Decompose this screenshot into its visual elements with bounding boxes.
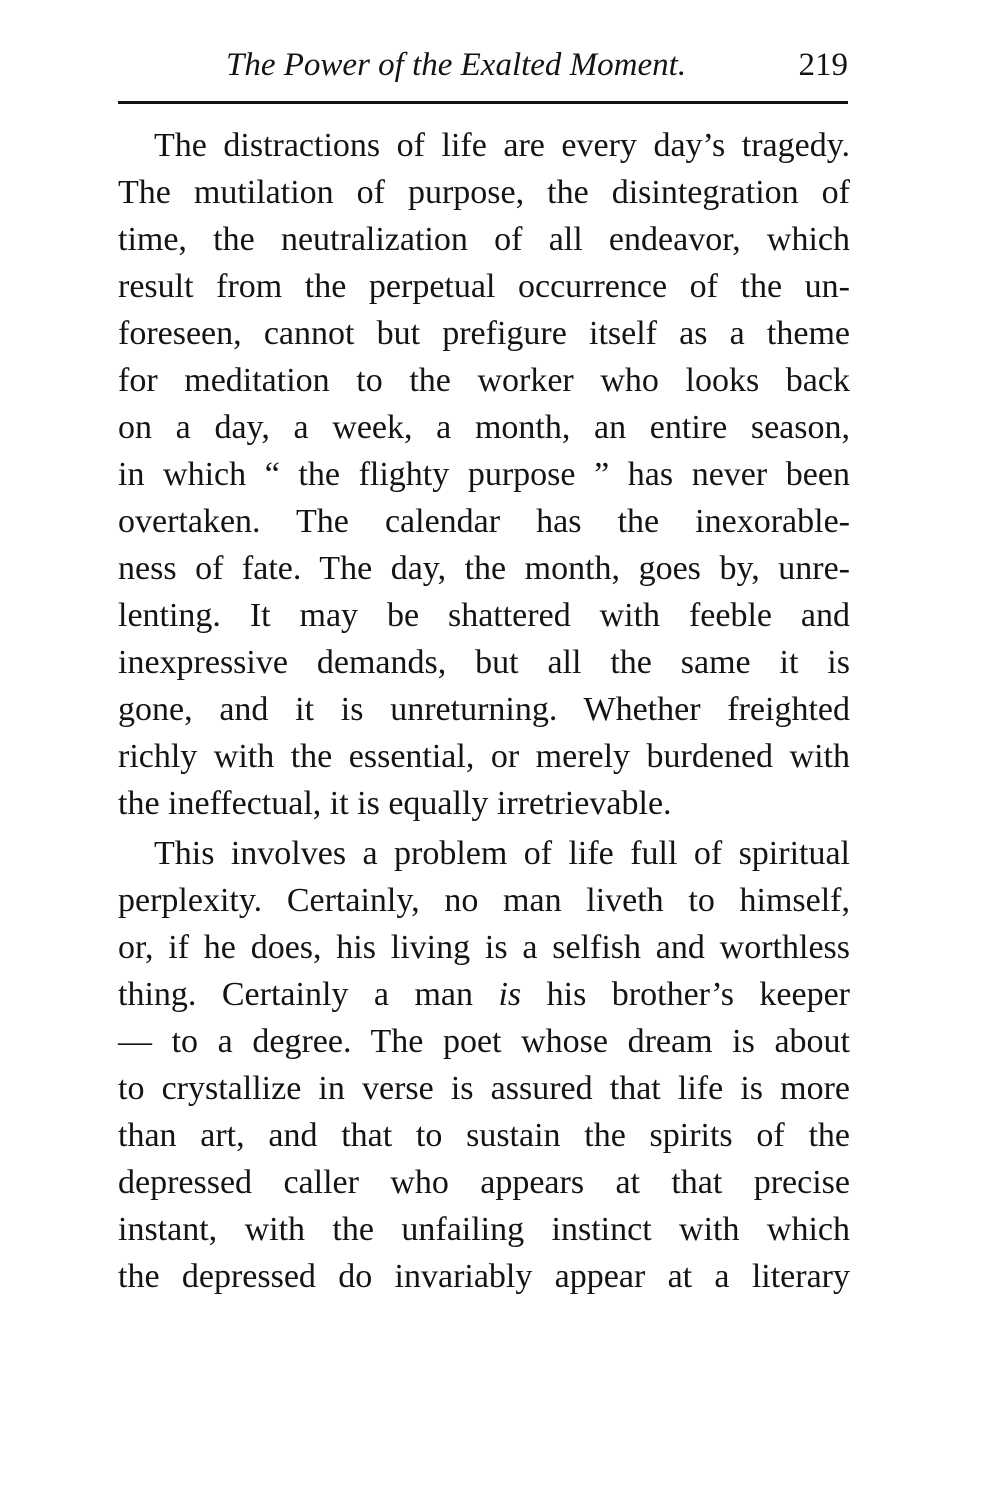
text-line: instant, with the unfailing instinct with which: [118, 1211, 850, 1248]
text-line: foreseen, cannot but prefigure itself as a theme: [118, 315, 850, 352]
text-line: or, if he does, his living is a selfish and worthless: [118, 929, 850, 966]
text-line: perplexity. Certainly, no man liveth to himself,: [118, 882, 850, 919]
text-line: to crystallize in verse is assured that life is more: [118, 1070, 850, 1107]
text-line: The mutilation of purpose, the disintegration of: [118, 174, 850, 211]
text-line: on a day, a week, a month, an entire season,: [118, 409, 850, 446]
paragraph-1: [118, 122, 850, 827]
text-line: the ineffectual, it is equally irretrievable.: [118, 785, 672, 822]
header-rule: [118, 101, 848, 104]
line-segment: his brother’s keeper: [546, 976, 850, 1013]
text-line: ness of fate. The day, the month, goes by, unre-: [118, 550, 850, 587]
text-line: inexpressive demands, but all the same it is: [118, 644, 850, 681]
text-line: depressed caller who appears at that precise: [118, 1164, 850, 1201]
text-line: lenting. It may be shattered with feeble and: [118, 597, 850, 634]
running-title: The Power of the Exalted Moment.: [226, 47, 687, 83]
line-segment: thing. Certainly a man: [118, 976, 473, 1013]
text-line: This involves a problem of life full of spiritual: [154, 835, 850, 872]
text-line: gone, and it is unreturning. Whether freighted: [118, 691, 850, 728]
text-line: The distractions of life are every day’s tragedy.: [154, 127, 850, 164]
text-line: — to a degree. The poet whose dream is about: [118, 1023, 850, 1060]
text-line-with-emphasis: [118, 971, 850, 1018]
text-line: overtaken. The calendar has the inexorable-: [118, 503, 850, 540]
text-line: for meditation to the worker who looks back: [118, 362, 850, 399]
text-line: result from the perpetual occurrence of the un-: [118, 268, 850, 305]
text-line: richly with the essential, or merely burdened with: [118, 738, 850, 775]
emphasized-word: is: [498, 976, 522, 1013]
text-line: than art, and that to sustain the spirits of the: [118, 1117, 850, 1154]
text-line: the depressed do invariably appear at a literary: [118, 1258, 850, 1295]
text-line: in which “ the flighty purpose ” has never been: [118, 456, 850, 493]
paragraph-2: [118, 830, 850, 1300]
text-line: time, the neutralization of all endeavor, which: [118, 221, 850, 258]
page-number: 219: [798, 47, 848, 83]
running-head: [118, 40, 852, 90]
body-text: [118, 122, 850, 1300]
